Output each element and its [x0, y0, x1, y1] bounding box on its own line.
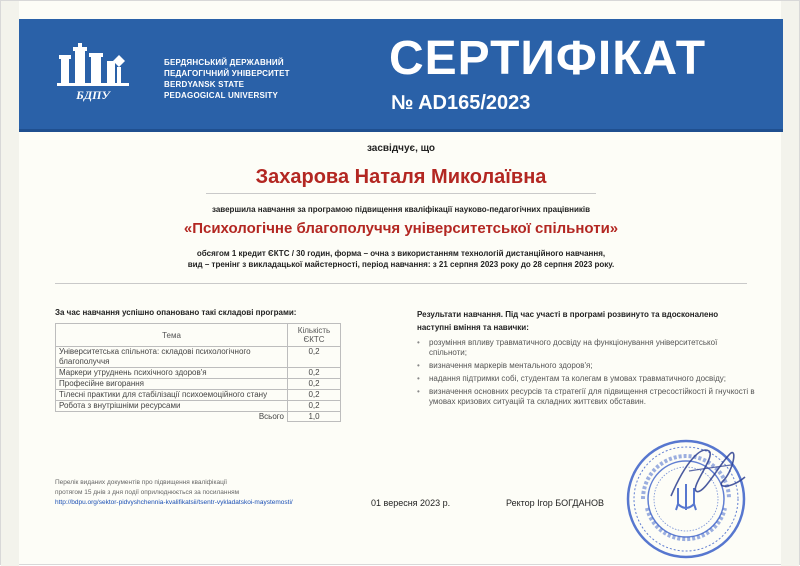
signature-icon: [661, 441, 751, 511]
program-details: [1, 248, 800, 270]
list-item: • визначення маркерів ментального здоров'я;: [417, 361, 757, 371]
issue-date: 01 вересня 2023 р.: [371, 498, 451, 508]
footer-note: [55, 478, 293, 508]
credit-cell: 0,2: [288, 347, 341, 368]
results-list: [417, 338, 757, 410]
header-underline: [19, 129, 783, 132]
svg-text:БДПУ: БДПУ: [76, 88, 110, 102]
credit-cell: 0,2: [288, 368, 341, 379]
university-line: BERDYANSK STATE: [164, 80, 245, 89]
table-row: [56, 379, 341, 390]
total-row: [56, 412, 341, 422]
university-line: БЕРДЯНСЬКИЙ ДЕРЖАВНИЙ: [164, 58, 284, 67]
table-row: [56, 368, 341, 379]
details-line: вид – тренінг з викладацької майстерності, період навчання: з 21 серпня 2023 року до 28 серпня 2023 року.: [187, 260, 615, 269]
university-logo-icon: [53, 41, 135, 103]
table-header-row: [56, 324, 341, 347]
university-line: PEDAGOGICAL UNIVERSITY: [164, 91, 279, 100]
recipient-name: Захарова Наталя Миколаївна: [255, 166, 547, 188]
courses-title: За час навчання успішно опановано такі складові програми:: [55, 308, 297, 317]
topic-cell: Маркери утруднень психічного здоров'я: [56, 368, 288, 379]
total-value: 1,0: [288, 412, 341, 422]
left-margin: [1, 1, 19, 566]
topic-cell: Робота з внутрішніми ресурсами: [56, 401, 288, 412]
credit-cell: 0,2: [288, 401, 341, 412]
program-title: «Психологічне благополуччя університетської спільноти»: [183, 220, 619, 237]
credit-header-line: ЄКТС: [303, 335, 325, 344]
university-line: ПЕДАГОГІЧНИЙ УНІВЕРСИТЕТ: [164, 69, 290, 78]
details-line: обсягом 1 кредит ЄКТС / 30 годин, форма – очна з використанням технологій дистанційного навчання,: [196, 249, 606, 258]
table-row: [56, 347, 341, 368]
certificate-title: СЕРТИФІКАТ: [389, 32, 707, 85]
note-line: Перелік виданих документів про підвищення кваліфікації: [55, 479, 228, 486]
right-margin: [781, 1, 799, 566]
university-name: [164, 57, 290, 101]
completed-text: завершила навчання за програмою підвищення кваліфікації науково-педагогічних працівників: [211, 205, 591, 214]
topic-column-header: Тема: [56, 324, 288, 347]
note-line: протягом 15 днів з дня події оприлюднюється за посиланням: [55, 489, 240, 496]
name-divider: [206, 193, 596, 194]
list-item: • надання підтримки собі, студентам та колегам в умовах травматичного досвіду;: [417, 374, 757, 384]
credit-header-line: Кількість: [297, 326, 331, 335]
rector-signature-line: Ректор Ігор БОГДАНОВ: [506, 498, 604, 508]
total-label: Всього: [258, 412, 284, 421]
table-row: [56, 390, 341, 401]
credit-cell: 0,2: [288, 379, 341, 390]
certificate-number: № AD165/2023: [391, 92, 531, 114]
topic-cell: Професійне вигорання: [56, 379, 288, 390]
list-item: • розуміння впливу травматичного досвіду на функціонування університетської спільноти;: [417, 338, 757, 358]
table-row: [56, 401, 341, 412]
courses-table: [55, 323, 341, 422]
credit-cell: 0,2: [288, 390, 341, 401]
credit-column-header: [288, 324, 341, 347]
section-divider: [55, 283, 747, 284]
topic-cell: Тілесні практики для стабілізації психоемоційного стану: [56, 390, 288, 401]
list-item: • визначення основних ресурсів та стратегії для підвищення стресостійкості й гнучкості в умовах кризових ситуацій та складних життєвих обставин.: [417, 387, 757, 407]
attests-text: засвідчує, що: [366, 143, 436, 154]
results-title: Результати навчання. Під час участі в програмі розвинуто та вдосконалено наступні вміння та навички:: [417, 310, 719, 332]
topic-cell: Університетська спільнота: складові психологічного благополуччя: [56, 347, 288, 368]
registry-link[interactable]: http://bdpu.org/sektor-pidvyshchennia-kvalifikatsii/tsentr-vykladatskoi-maystemosti/: [55, 499, 293, 506]
